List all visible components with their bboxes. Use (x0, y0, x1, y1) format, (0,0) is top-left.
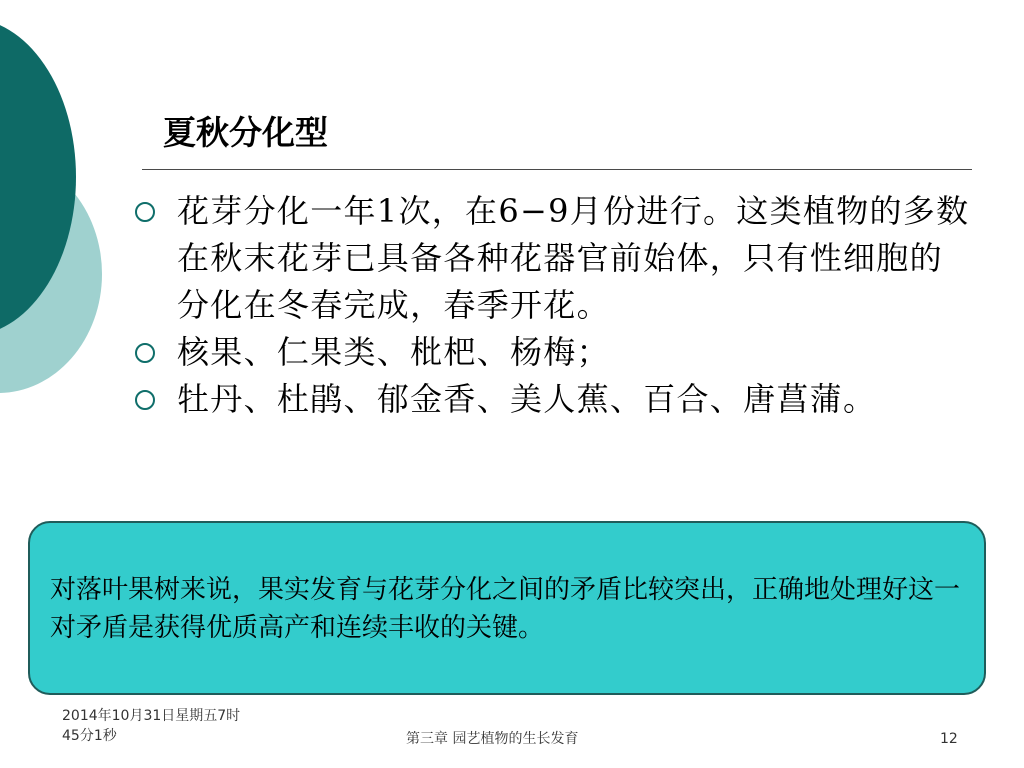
circle-bullet-icon (135, 390, 155, 410)
slide-title: 夏秋分化型 (163, 113, 328, 152)
footer-date: 2014年10月31日星期五7时 45分1秒 (62, 708, 241, 744)
title-divider (142, 169, 972, 170)
circle-bullet-icon (135, 202, 155, 222)
bullet-list (133, 188, 973, 423)
bullet-text: 花芽分化一年1次，在6−9月份进行。这类植物的多数在秋末花芽已具备各种花器官前始体，只有性细胞的分化在冬春完成，春季开花。 (177, 192, 970, 324)
circle-bullet-icon (135, 343, 155, 363)
page-number: 12 (940, 731, 958, 747)
bullet-item (133, 376, 973, 423)
bullet-text: 牡丹、杜鹃、郁金香、美人蕉、百合、唐菖蒲。 (177, 380, 877, 418)
bullet-text: 核果、仁果类、枇杷、杨梅； (177, 333, 610, 371)
bullet-item (133, 188, 973, 329)
bullet-item (133, 329, 973, 376)
callout-box (28, 521, 986, 695)
footer-chapter: 第三章 园艺植物的生长发育 (406, 731, 579, 747)
callout-text: 对落叶果树来说，果实发育与花芽分化之间的矛盾比较突出，正确地处理好这一对矛盾是获得优质高产和连续丰收的关键。 (50, 575, 961, 643)
